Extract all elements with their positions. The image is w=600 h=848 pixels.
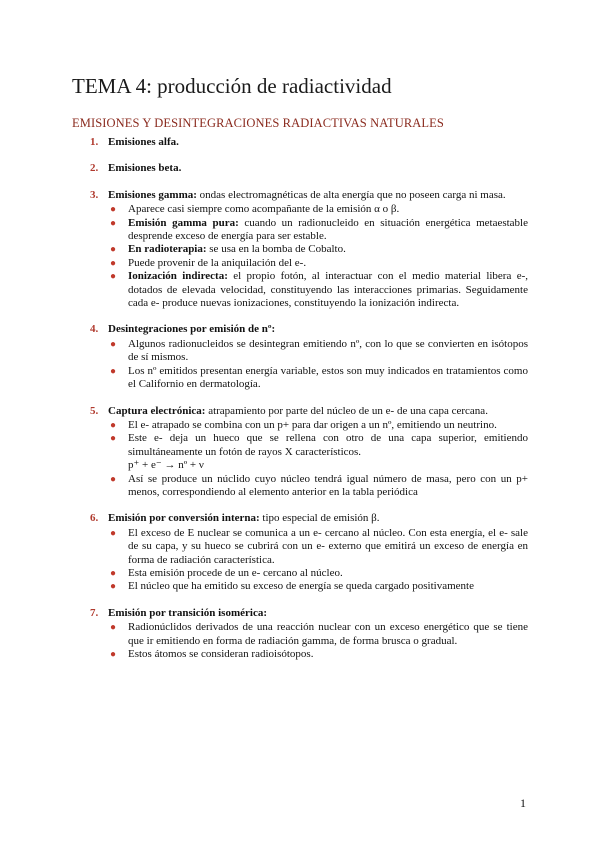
sections-list: [72, 136, 528, 661]
bullet-icon: ●: [110, 271, 117, 283]
bullet-icon: ●: [110, 581, 117, 593]
list-item: ● Puede provenir de la aniquilación del e-.: [110, 256, 307, 269]
section-number: 3.: [90, 188, 99, 201]
page-number: 1: [520, 796, 526, 810]
section-subtitle: EMISIONES Y DESINTEGRACIONES RADIACTIVAS NATURALES: [72, 116, 444, 130]
list-item: ● Esta emisión procede de un e- cercano al núcleo.: [110, 566, 343, 579]
list-item: ● El exceso de E nuclear se comunica a un e- cercano al núcleo. Con esta energía, el e- sale de su capa, y su hueco se cubrirá con un e- externo que emitirá un exceso de energía en forma de radiación característica.: [110, 526, 528, 566]
formula: p⁺ + e⁻ → nº + ν: [128, 459, 204, 472]
bullet-icon: ●: [110, 204, 117, 216]
section-2: [72, 162, 528, 175]
bullet-icon: ●: [110, 257, 117, 269]
list-item: ● Los nº emitidos presentan energía variable, estos son muy indicados en tratamientos como el Californio en dermatología.: [110, 364, 528, 391]
bullet-icon: ●: [110, 527, 117, 539]
bullet-list: [108, 203, 528, 310]
list-item: ● Así se produce un núclido cuyo núcleo tendrá igual número de masa, pero con un p+ menos, correspondiendo al elemento anterior en la tabla periódica: [110, 472, 528, 498]
bullet-icon: ●: [110, 338, 117, 350]
section-heading: Emisiones beta.: [108, 162, 182, 175]
section-heading: Captura electrónica:: [108, 404, 206, 417]
section-number: 6.: [90, 512, 99, 525]
bullet-list: [108, 419, 528, 499]
bullet-icon: ●: [110, 217, 117, 229]
page-title: TEMA 4: producción de radiactividad: [72, 74, 392, 98]
bullet-icon: ●: [110, 419, 117, 431]
bullet-list: [108, 621, 528, 661]
section-1: [72, 136, 528, 149]
list-item: ● El núcleo que ha emitido su exceso de energía se queda cargado positivamente: [110, 580, 474, 593]
list-item: ● Este e- deja un hueco que se rellena con otro de una capa superior, emitiendo simultáneamente un fotón de rayos X característicos. p⁺ + e⁻ → nº + ν: [110, 432, 528, 472]
section-number: 2.: [90, 162, 99, 175]
bullet-icon: ●: [110, 433, 117, 445]
section-description: tipo especial de emisión β.: [259, 512, 380, 525]
section-heading: Desintegraciones por emisión de nº:: [108, 323, 276, 336]
bullet-icon: ●: [110, 244, 117, 256]
section-number: 4.: [90, 323, 99, 336]
section-intro: [108, 189, 528, 202]
bullet-icon: ●: [110, 622, 117, 634]
section-4: [72, 323, 528, 391]
section-number: 5.: [90, 404, 99, 417]
section-intro: [108, 405, 528, 418]
section-heading: Emisión por conversión interna:: [108, 512, 260, 525]
section-number: 1.: [90, 136, 99, 148]
section-heading: Emisiones gamma:: [108, 188, 197, 201]
section-7: [72, 607, 528, 662]
section-number: 7.: [90, 606, 99, 619]
section-5: [72, 405, 528, 500]
section-heading: Emisión por transición isomérica:: [108, 606, 267, 619]
section-heading: Emisiones alfa.: [108, 136, 179, 148]
list-item: ● Estos átomos se consideran radioisótopos.: [110, 648, 314, 660]
section-3: [72, 189, 528, 311]
bullet-icon: ●: [110, 473, 117, 485]
list-item: ● Emisión gamma pura: cuando un radionucleido en situación energética metaestable desprende exceso de energía para ser estable.: [110, 216, 528, 243]
list-item: ● El e- atrapado se combina con un p+ para dar origen a un nº, emitiendo un neutrino.: [110, 418, 497, 431]
list-item: ● Aparece casi siempre como acompañante de la emisión α o β.: [110, 203, 400, 216]
document-content: [72, 136, 528, 661]
list-item: ● Radionúclidos derivados de una reacción nuclear con un exceso energético que se tiene que ir emitiendo en forma de radiación gamma, de forma brusca o gradual.: [110, 621, 528, 647]
bullet-list: [108, 338, 528, 392]
section-description: atrapamiento por parte del núcleo de un e- de una capa cercana.: [205, 404, 488, 417]
bullet-list: [108, 527, 528, 594]
section-intro: [108, 512, 528, 525]
section-6: [72, 512, 528, 593]
list-item: ● En radioterapia: se usa en la bomba de Cobalto.: [110, 243, 346, 256]
bullet-icon: ●: [110, 567, 117, 579]
section-description: ondas electromagnéticas de alta energía que no poseen carga ni masa.: [196, 188, 506, 201]
list-item: ● Algunos radionucleidos se desintegran emitiendo nº, con lo que se convierten en isótopos de sí mismos.: [110, 337, 528, 364]
bullet-icon: ●: [110, 365, 117, 377]
list-item: ● Ionización indirecta: el propio fotón, al interactuar con el medio material libera e-, dotados de elevada velocidad, constituyendo las interacciones primarias. Seguidamente cada e- produce nuevas ionizaciones, constituyendo la ionización indirecta.: [110, 270, 529, 310]
bullet-icon: ●: [110, 649, 117, 660]
